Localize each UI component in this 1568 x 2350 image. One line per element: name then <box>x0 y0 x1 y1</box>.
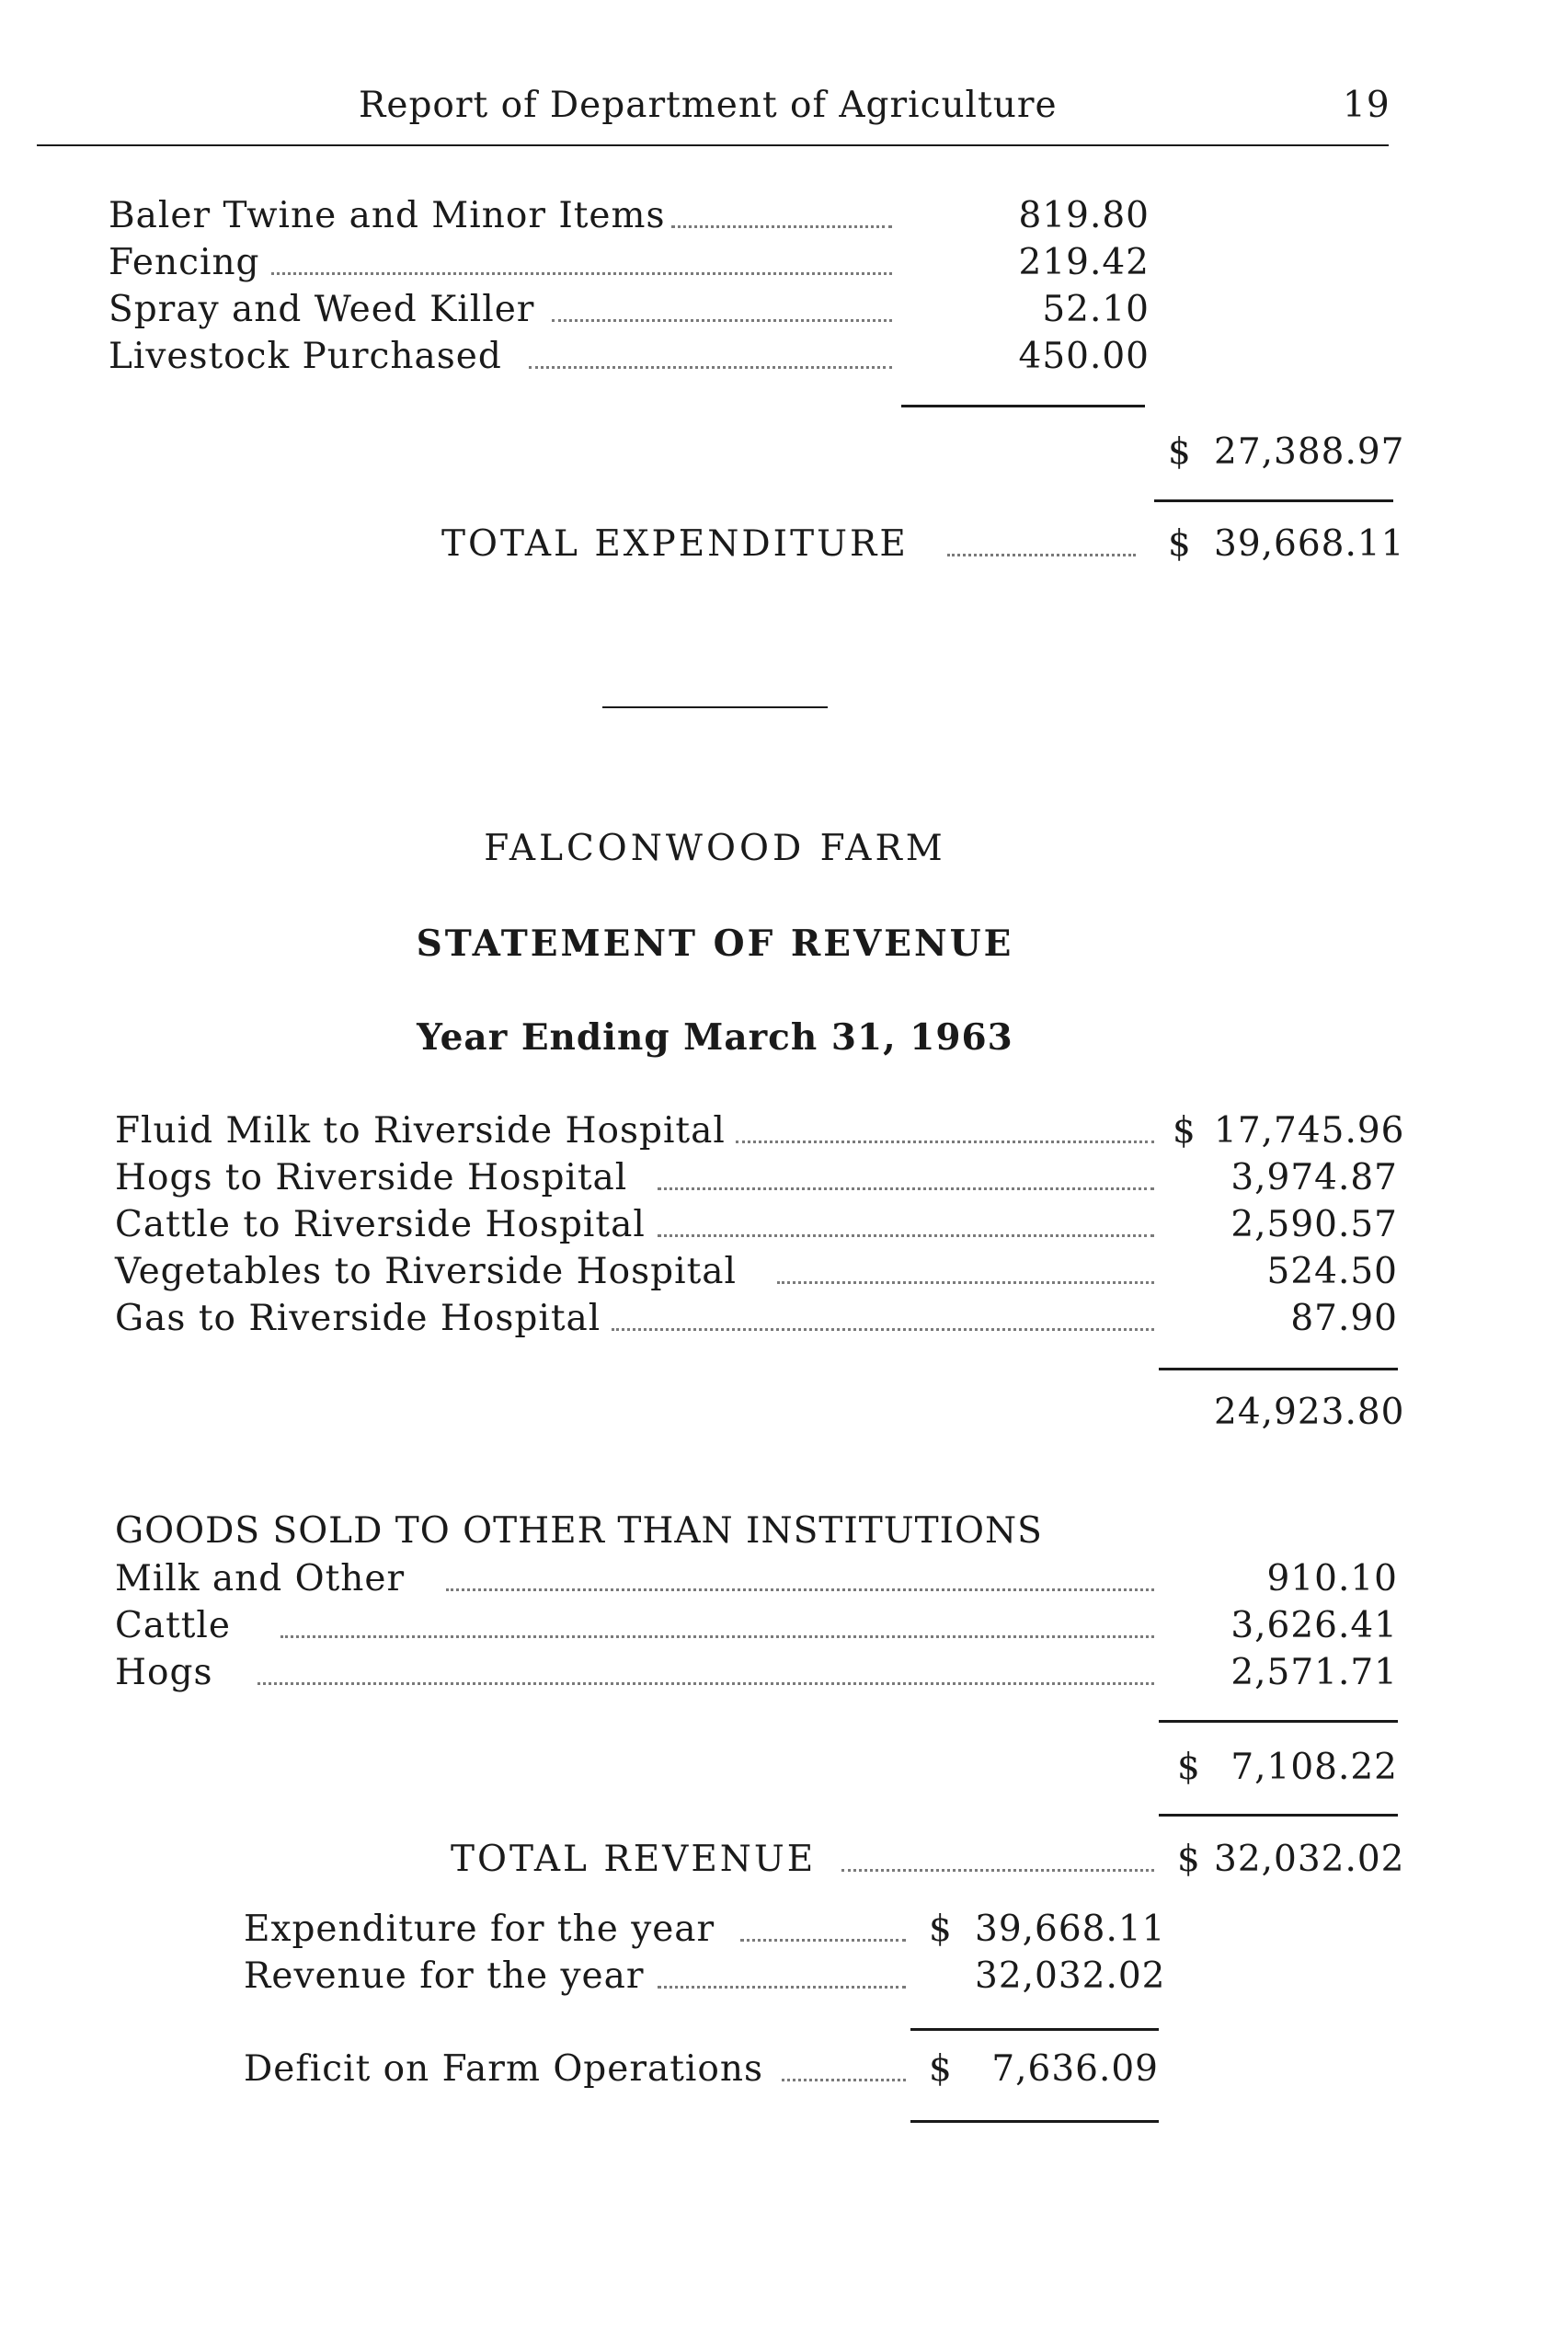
subtotal-rule <box>901 405 1145 407</box>
running-header-title: Report of Department of Agriculture <box>359 85 1058 126</box>
total-expenditure-currency: $ <box>1168 523 1191 565</box>
other-goods-amount: 2,571.71 <box>1230 1652 1398 1693</box>
total-rule <box>1154 499 1393 502</box>
dot-leader <box>271 272 892 275</box>
summary-expenditure-label: Expenditure for the year <box>244 1909 715 1950</box>
dot-leader <box>777 1281 1154 1284</box>
dot-leader <box>740 1939 906 1942</box>
deficit-label: Deficit on Farm Operations <box>244 2048 763 2090</box>
expenditure-subtotal-amount: 27,388.97 <box>1214 431 1405 473</box>
dot-leader <box>658 1234 1154 1237</box>
total-revenue-amount: 32,032.02 <box>1214 1839 1405 1880</box>
dot-leader <box>658 1986 906 1989</box>
dot-leader <box>552 319 892 322</box>
revenue-currency: $ <box>1173 1110 1196 1152</box>
revenue-label: Fluid Milk to Riverside Hospital <box>115 1110 726 1152</box>
dot-leader <box>947 554 1136 556</box>
final-rule <box>910 2120 1159 2123</box>
other-goods-label: Milk and Other <box>115 1558 406 1599</box>
total-expenditure-label: TOTAL EXPENDITURE <box>441 523 909 565</box>
other-goods-amount: 3,626.41 <box>1230 1605 1398 1646</box>
subtotal-rule <box>1159 1368 1398 1370</box>
other-goods-amount: 910.10 <box>1266 1558 1398 1599</box>
other-goods-label: Cattle <box>115 1605 231 1646</box>
dot-leader <box>280 1635 1154 1638</box>
summary-expenditure-currency: $ <box>929 1909 952 1950</box>
revenue-label: Cattle to Riverside Hospital <box>115 1204 646 1245</box>
total-expenditure-amount: 39,668.11 <box>1214 523 1405 565</box>
header-rule <box>37 144 1389 146</box>
expense-amount: 450.00 <box>1018 336 1150 377</box>
revenue-amount: 17,745.96 <box>1214 1110 1405 1152</box>
total-revenue-label: TOTAL REVENUE <box>451 1839 817 1880</box>
subtotal-rule <box>1159 1720 1398 1723</box>
deficit-currency: $ <box>929 2048 952 2090</box>
dot-leader <box>671 225 892 228</box>
expense-amount: 219.42 <box>1018 242 1150 283</box>
dot-leader <box>736 1141 1154 1143</box>
dot-leader <box>258 1682 1154 1685</box>
farm-title: FALCONWOOD FARM <box>484 828 946 869</box>
revenue-label: Hogs to Riverside Hospital <box>115 1157 628 1198</box>
statement-title: STATEMENT OF REVENUE <box>416 923 1014 965</box>
expense-amount: 52.10 <box>1042 289 1150 330</box>
revenue-amount: 3,974.87 <box>1230 1157 1398 1198</box>
expense-label: Livestock Purchased <box>109 336 502 377</box>
dot-leader <box>782 2079 906 2081</box>
summary-revenue-label: Revenue for the year <box>244 1955 645 1997</box>
dot-leader <box>841 1869 1154 1872</box>
other-goods-heading: GOODS SOLD TO OTHER THAN INSTITUTIONS <box>115 1510 1043 1552</box>
revenue-amount: 87.90 <box>1290 1298 1398 1339</box>
page-number: 19 <box>1343 85 1391 126</box>
revenue-subtotal-amount: 24,923.80 <box>1214 1392 1405 1433</box>
summary-revenue-amount: 32,032.02 <box>975 1955 1166 1997</box>
expense-amount: 819.80 <box>1018 195 1150 236</box>
revenue-amount: 2,590.57 <box>1230 1204 1398 1245</box>
deficit-amount: 7,636.09 <box>991 2048 1159 2090</box>
other-goods-subtotal-amount: 7,108.22 <box>1230 1747 1398 1788</box>
summary-expenditure-amount: 39,668.11 <box>975 1909 1166 1950</box>
other-goods-subtotal-currency: $ <box>1177 1747 1200 1788</box>
subtotal-currency: $ <box>1168 431 1191 473</box>
summary-rule <box>910 2028 1159 2031</box>
dot-leader <box>658 1187 1154 1190</box>
revenue-label: Vegetables to Riverside Hospital <box>115 1251 737 1292</box>
dot-leader <box>612 1328 1154 1331</box>
other-goods-label: Hogs <box>115 1652 213 1693</box>
dot-leader <box>529 366 892 369</box>
expense-label: Fencing <box>109 242 260 283</box>
revenue-label: Gas to Riverside Hospital <box>115 1298 601 1339</box>
expense-label: Spray and Weed Killer <box>109 289 535 330</box>
expense-label: Baler Twine and Minor Items <box>109 195 666 236</box>
section-divider <box>602 706 828 708</box>
total-rule <box>1159 1814 1398 1817</box>
total-revenue-currency: $ <box>1177 1839 1200 1880</box>
statement-period: Year Ending March 31, 1963 <box>417 1016 1013 1059</box>
dot-leader <box>446 1588 1154 1591</box>
revenue-amount: 524.50 <box>1266 1251 1398 1292</box>
